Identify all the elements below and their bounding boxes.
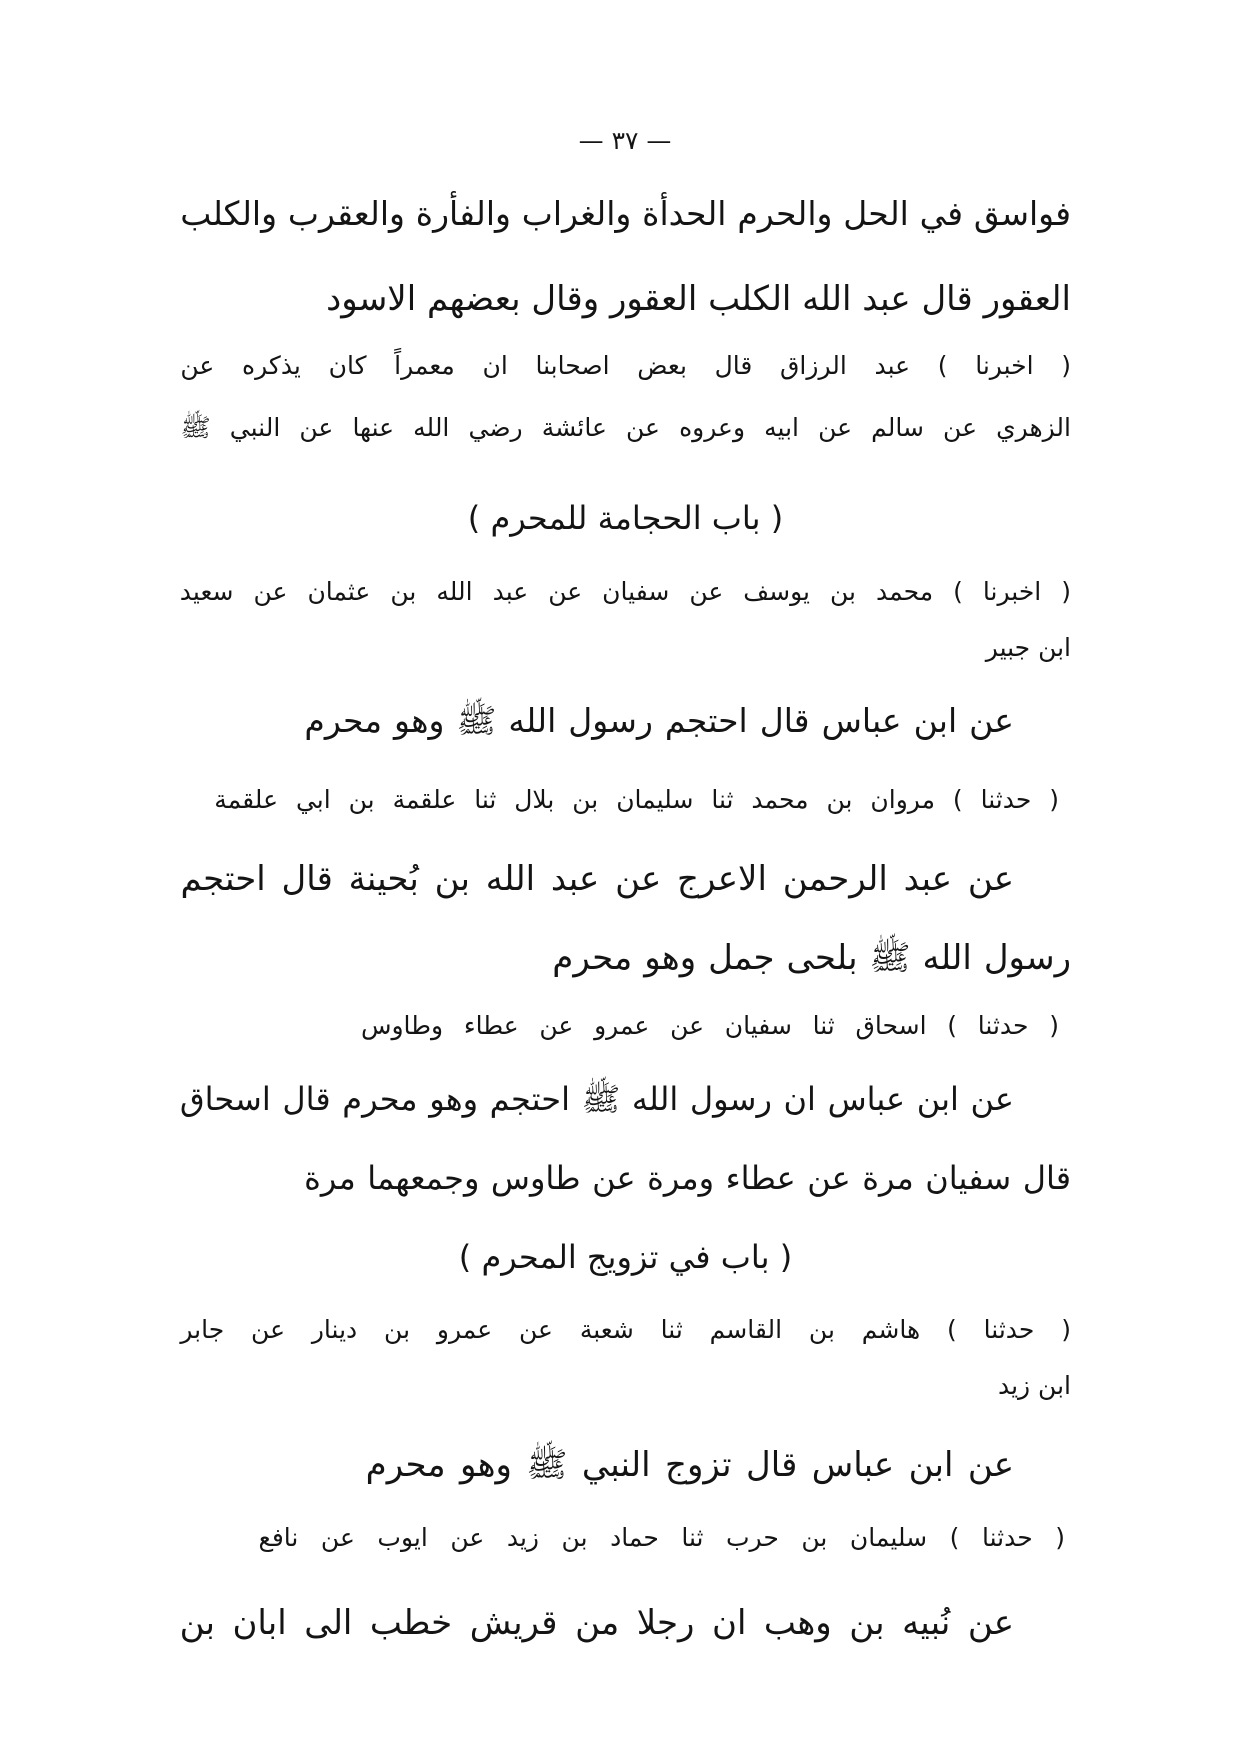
matn-line <box>180 1599 1014 1647</box>
line-text: عن نُبيه بن وهب ان رجلا من قريش خطب الى ابان بن <box>179 1603 1014 1643</box>
line-text: عن ابن عباس ان رسول الله ﷺ احتجم وهو محرم قال اسحاق <box>179 1080 1014 1118</box>
line-text: فواسق في الحل والحرم الحدأة والغراب والفأرة والعقرب والكلب <box>180 194 1071 233</box>
line-text: عن ابن عباس قال تزوج النبي ﷺ وهو محرم <box>365 1445 1014 1485</box>
text-line <box>180 275 1071 323</box>
line-text: الزهري عن سالم عن ابيه وعروه عن عائشة رضي الله عنها عن النبي ﷺ <box>180 413 1071 442</box>
line-text: قال سفيان مرة عن عطاء ومرة عن طاوس وجمعهما مرة <box>304 1159 1071 1197</box>
matn-line <box>552 934 1071 982</box>
matn-line <box>180 1075 1014 1123</box>
line-text: ( حدثنا ) اسحاق ثنا سفيان عن عمرو عن عطاء وطاوس <box>360 1011 1059 1040</box>
heading-text: ( باب الحجامة للمحرم ) <box>467 499 784 537</box>
isnad-line <box>180 1362 1071 1410</box>
line-text: ابن جبير <box>985 633 1071 662</box>
section-heading <box>180 494 1071 542</box>
line-text: عن ابن عباس قال احتجم رسول الله ﷺ وهو محرم <box>304 701 1014 740</box>
page-number-text: — ٣٧ — <box>578 126 672 155</box>
section-heading <box>180 1233 1071 1281</box>
isnad-line <box>180 568 1071 616</box>
line-text: ( حدثنا ) سليمان بن حرب ثنا حماد بن زيد عن ايوب عن نافع <box>258 1523 1065 1552</box>
line-text: ( اخبرنا ) عبد الرزاق قال بعض اصحابنا ان معمراً كان يذكره عن <box>180 351 1071 380</box>
line-text: ( حدثنا ) مروان بن محمد ثنا سليمان بن بلال ثنا علقمة بن ابي علقمة <box>214 785 1059 814</box>
isnad-line <box>259 1514 1065 1562</box>
line-text: العقور قال عبد الله الكلب العقور وقال بعضهم الاسود <box>326 279 1071 319</box>
line-text: عن عبد الرحمن الاعرج عن عبد الله بن بُحينة قال احتجم <box>180 859 1014 899</box>
matn-line <box>304 1154 1071 1202</box>
line-text: ( اخبرنا ) محمد بن يوسف عن سفيان عن عبد الله بن عثمان عن سعيد <box>179 577 1071 606</box>
matn-line <box>180 855 1014 903</box>
matn-line <box>366 1441 1014 1489</box>
isnad-line <box>180 404 1071 452</box>
text-line <box>180 190 1071 238</box>
isnad-line <box>180 342 1071 390</box>
isnad-line <box>214 776 1059 824</box>
line-text: رسول الله ﷺ بلحى جمل وهو محرم <box>552 938 1071 978</box>
isnad-line <box>180 624 1071 672</box>
line-text: ( حدثنا ) هاشم بن القاسم ثنا شعبة عن عمرو بن دينار عن جابر <box>180 1315 1071 1344</box>
line-text: ابن زيد <box>997 1371 1071 1400</box>
isnad-line <box>361 1002 1059 1050</box>
page-number <box>525 117 725 165</box>
heading-text: ( باب في تزويج المحرم ) <box>458 1238 793 1276</box>
matn-line <box>304 697 1014 745</box>
isnad-line <box>180 1306 1071 1354</box>
